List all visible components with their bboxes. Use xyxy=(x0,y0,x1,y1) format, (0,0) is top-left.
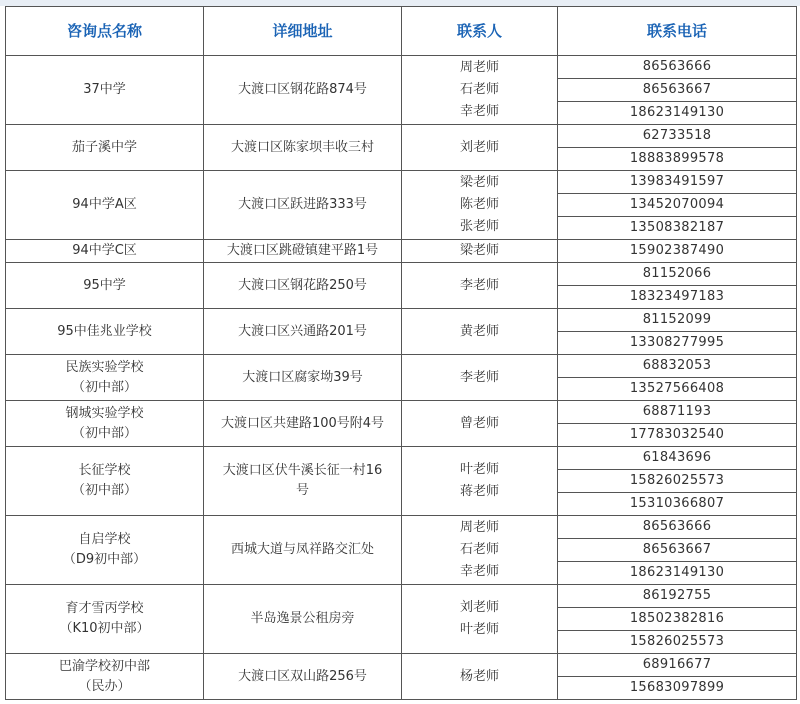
address-cell xyxy=(204,401,402,447)
address-text: 大渡口区兴通路201号 xyxy=(238,323,367,339)
school-name-cell xyxy=(6,654,204,700)
school-name: 94中学C区 xyxy=(72,243,137,258)
phone-number: 61843696 xyxy=(558,447,797,470)
table-row xyxy=(6,585,797,608)
school-name: 自启学校 xyxy=(78,532,131,547)
address-cell xyxy=(204,125,402,171)
phone-number: 15826025573 xyxy=(558,470,797,493)
school-name: 37中学 xyxy=(83,82,126,97)
school-name: （民办） xyxy=(78,678,131,694)
header-row xyxy=(6,7,797,56)
address-cell xyxy=(204,516,402,585)
school-name: （初中部） xyxy=(71,483,137,498)
phone-number: 18623149130 xyxy=(558,562,797,585)
school-name: （初中部） xyxy=(71,379,137,395)
contact-person: 梁老师 xyxy=(459,175,499,190)
school-name: （K10初中部） xyxy=(59,621,150,636)
phone-number: 18323497183 xyxy=(558,286,797,309)
school-name: 民族实验学校 xyxy=(65,359,144,375)
consultation-table xyxy=(5,6,797,700)
contact-person: 石老师 xyxy=(459,542,499,557)
phone-number: 86563667 xyxy=(558,539,797,562)
contact-cell xyxy=(402,56,558,125)
phone-number: 18623149130 xyxy=(558,102,797,125)
contact-cell xyxy=(402,355,558,401)
contact-person: 叶老师 xyxy=(459,622,499,637)
phone-number: 15683097899 xyxy=(558,677,797,700)
school-name-cell xyxy=(6,240,204,263)
address-text: 大渡口区跳磴镇建平路1号 xyxy=(226,243,379,258)
address-text: 西城大道与凤祥路交汇处 xyxy=(230,542,374,557)
contact-person: 刘老师 xyxy=(459,139,499,155)
address-text: 半岛逸景公租房旁 xyxy=(250,611,355,626)
table-row xyxy=(6,125,797,148)
address-text: 大渡口区双山路256号 xyxy=(238,668,367,684)
school-name-cell xyxy=(6,171,204,240)
header-contact: 联系人 xyxy=(402,7,558,56)
school-name: 茄子溪中学 xyxy=(71,139,137,155)
address-cell xyxy=(204,240,402,263)
contact-person: 李老师 xyxy=(459,369,499,385)
contact-person: 梁老师 xyxy=(459,243,499,258)
contact-cell xyxy=(402,401,558,447)
phone-number: 15902387490 xyxy=(558,240,797,263)
contact-cell xyxy=(402,654,558,700)
school-name: （初中部） xyxy=(71,425,137,441)
contact-person: 曾老师 xyxy=(459,415,499,431)
phone-number: 62733518 xyxy=(558,125,797,148)
header-name: 咨询点名称 xyxy=(6,7,204,56)
contact-person: 蒋老师 xyxy=(459,484,499,499)
contact-person: 黄老师 xyxy=(459,323,499,339)
contact-cell xyxy=(402,171,558,240)
school-name-cell xyxy=(6,355,204,401)
contact-person: 幸老师 xyxy=(459,104,499,119)
phone-number: 13527566408 xyxy=(558,378,797,401)
table-row xyxy=(6,171,797,194)
school-name-cell xyxy=(6,401,204,447)
school-name: 长征学校 xyxy=(78,463,131,478)
table-row xyxy=(6,240,797,263)
phone-number: 13452070094 xyxy=(558,194,797,217)
table-row xyxy=(6,309,797,332)
contact-person: 刘老师 xyxy=(459,600,499,615)
school-name-cell xyxy=(6,516,204,585)
phone-number: 18883899578 xyxy=(558,148,797,171)
address-text: 号 xyxy=(295,483,309,498)
school-name: （D9初中部） xyxy=(62,552,147,567)
contact-cell xyxy=(402,447,558,516)
address-cell xyxy=(204,355,402,401)
table-row xyxy=(6,516,797,539)
school-name-cell xyxy=(6,263,204,309)
address-cell xyxy=(204,447,402,516)
address-cell xyxy=(204,585,402,654)
school-name: 94中学A区 xyxy=(72,197,137,212)
contact-person: 石老师 xyxy=(459,82,499,97)
school-name: 95中佳兆业学校 xyxy=(57,323,152,339)
school-name-cell xyxy=(6,309,204,355)
table-row xyxy=(6,654,797,677)
phone-number: 86563666 xyxy=(558,516,797,539)
table-row xyxy=(6,401,797,424)
school-name: 钢城实验学校 xyxy=(65,405,144,421)
address-cell xyxy=(204,309,402,355)
table-row xyxy=(6,56,797,79)
school-name-cell xyxy=(6,125,204,171)
school-name: 95中学 xyxy=(83,277,126,293)
header-phone: 联系电话 xyxy=(558,7,797,56)
contact-person: 张老师 xyxy=(459,219,499,234)
address-cell xyxy=(204,171,402,240)
school-name-cell xyxy=(6,447,204,516)
phone-number: 17783032540 xyxy=(558,424,797,447)
school-name-cell xyxy=(6,585,204,654)
table-row xyxy=(6,447,797,470)
school-name: 巴渝学校初中部 xyxy=(58,658,150,674)
address-text: 大渡口区钢花路250号 xyxy=(238,277,367,293)
address-text: 大渡口区腐家坳39号 xyxy=(242,369,363,385)
contact-cell xyxy=(402,240,558,263)
address-cell xyxy=(204,56,402,125)
header-address: 详细地址 xyxy=(204,7,402,56)
phone-number: 86563666 xyxy=(558,56,797,79)
phone-number: 13983491597 xyxy=(558,171,797,194)
address-cell xyxy=(204,263,402,309)
table-body xyxy=(6,56,797,700)
phone-number: 18502382816 xyxy=(558,608,797,631)
address-text: 大渡口区跃进路333号 xyxy=(238,197,367,212)
phone-number: 68916677 xyxy=(558,654,797,677)
contact-cell xyxy=(402,585,558,654)
contact-cell xyxy=(402,263,558,309)
contact-person: 周老师 xyxy=(459,60,499,75)
address-text: 大渡口区陈家坝丰收三村 xyxy=(230,139,374,155)
phone-number: 15310366807 xyxy=(558,493,797,516)
phone-number: 68871193 xyxy=(558,401,797,424)
school-name-cell xyxy=(6,56,204,125)
contact-person: 周老师 xyxy=(459,520,499,535)
contact-person: 陈老师 xyxy=(459,197,499,212)
address-text: 大渡口区钢花路874号 xyxy=(238,82,367,97)
contact-person: 幸老师 xyxy=(459,564,499,579)
phone-number: 86192755 xyxy=(558,585,797,608)
phone-number: 81152066 xyxy=(558,263,797,286)
phone-number: 13308277995 xyxy=(558,332,797,355)
address-cell xyxy=(204,654,402,700)
contact-person: 李老师 xyxy=(459,277,499,293)
school-name: 育才雪丙学校 xyxy=(65,601,144,616)
table-row xyxy=(6,355,797,378)
table-row xyxy=(6,263,797,286)
phone-number: 86563667 xyxy=(558,79,797,102)
contact-person: 叶老师 xyxy=(459,462,499,477)
contact-person: 杨老师 xyxy=(459,668,499,684)
phone-number: 15826025573 xyxy=(558,631,797,654)
address-text: 大渡口区伏牛溪长征一村16 xyxy=(222,463,383,478)
address-text: 大渡口区共建路100号附4号 xyxy=(220,415,385,431)
contact-cell xyxy=(402,125,558,171)
phone-number: 13508382187 xyxy=(558,217,797,240)
contact-cell xyxy=(402,516,558,585)
contact-cell xyxy=(402,309,558,355)
phone-number: 81152099 xyxy=(558,309,797,332)
phone-number: 68832053 xyxy=(558,355,797,378)
